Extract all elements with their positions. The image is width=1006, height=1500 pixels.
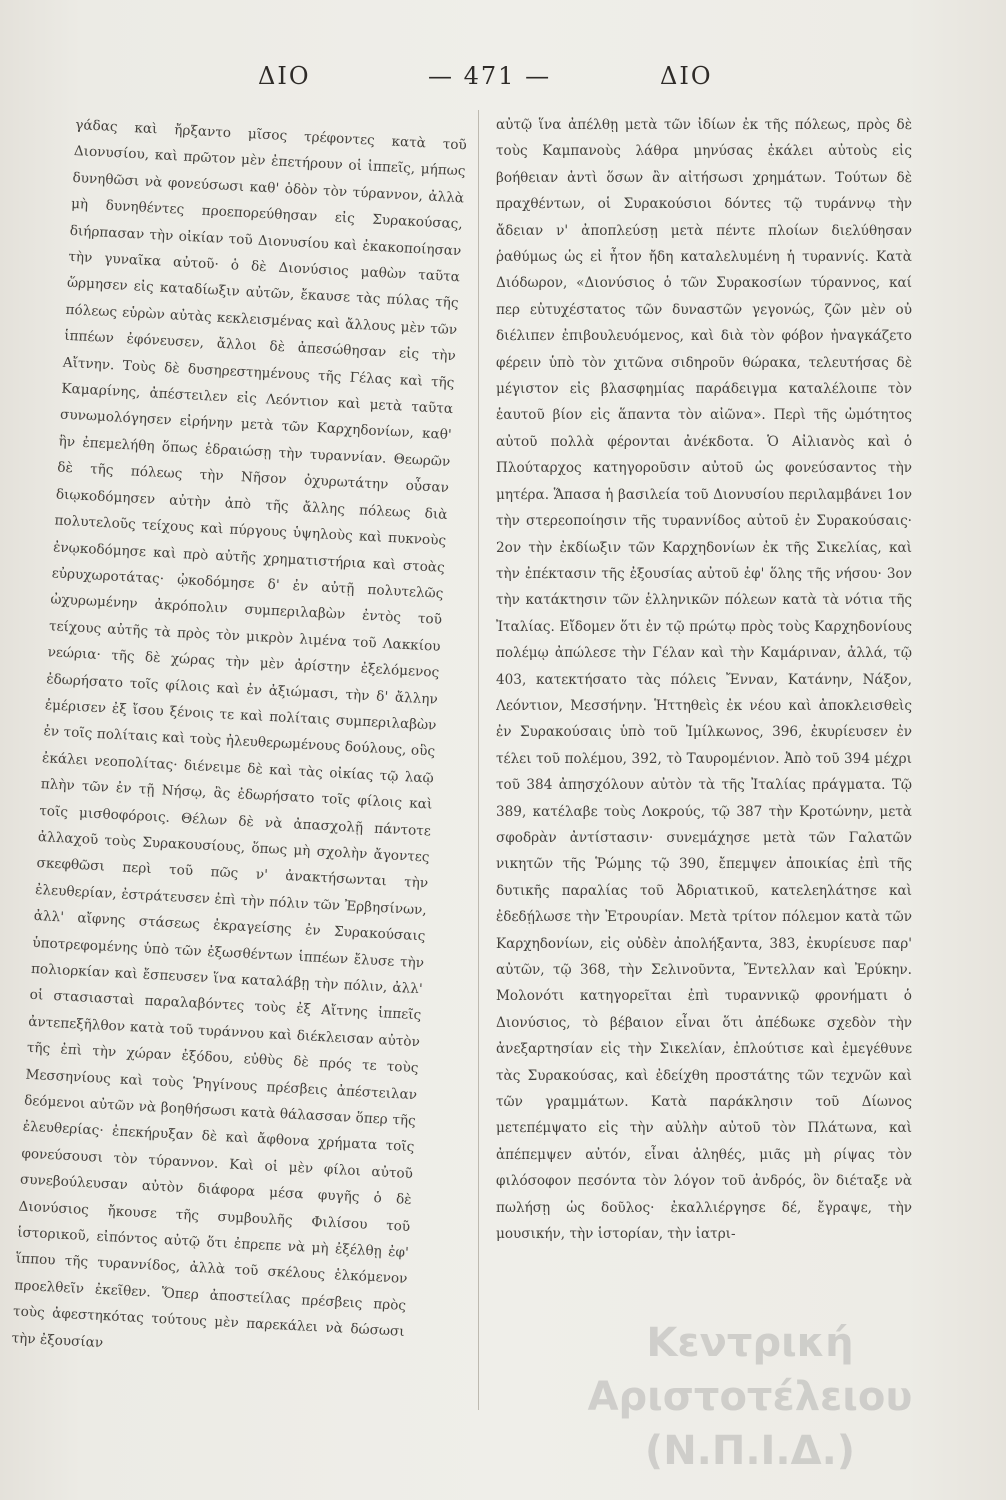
column-divider [478, 110, 479, 1410]
right-column [496, 112, 912, 1442]
right-column-text: αὐτῷ ἵνα ἀπέλθῃ μετὰ τῶν ἰδίων ἐκ τῆς πόλεως, πρὸς δὲ τοὺς Καμπανοὺς λάθρα μηνύσας ἐκάλει αὐτοὺς εἰς βοήθειαν ἀντὶ ὅσων ἂν αἰτήσωσι χρημάτων. Τούτων δὲ πραχθέντων, οἱ Συρακούσιοι δόντες τῷ τυράννῳ τὴν ἄδειαν ν' ἀποπλεύσῃ μετὰ πέντε πλοίων διελύθησαν ῥαθύμως ὡς εἰ ἦτον ἤδη καταλελυμένη ἡ τυραννίς. Κατὰ Διόδωρον, «Διονύσιος ὁ τῶν Συρακοσίων τύραννος, καί περ εὐτυχέστατος τῶν δυναστῶν γεγονώς, ζῶν μὲν οὐ διέλιπεν ἐπιβουλευόμενος, καὶ διὰ τὸν φόβον ἠναγκάζετο φέρειν ὑπὸ τὸν χιτῶνα σιδηροῦν θώρακα, τελευτήσας δὲ μέγιστον εἰς βλασφημίας παράδειγμα καταλέλοιπε τὸν ἑαυτοῦ βίον εἰς ἅπαντα τὸν αἰῶνα». Περὶ τῆς ὠμότητος αὐτοῦ πολλὰ φέρονται ἀνέκδοτα. Ὁ Αἰλιανὸς καὶ ὁ Πλούταρχος κατηγοροῦσιν αὐτοῦ ὡς φονεύσαντος τὴν μητέρα. Ἅπασα ἡ βασιλεία τοῦ Διονυσίου περιλαμβάνει 1ον τὴν στερεοποίησιν τῆς τυραννίδος αὐτοῦ ἐν Συρακούσαις· 2ον τὴν ἐκδίωξιν τῶν Καρχηδονίων ἐκ τῆς Σικελίας, καὶ τὴν ἐπέκτασιν τῆς ἐξουσίας αὐτοῦ ἐφ' ὅλης τῆς νήσου· 3ον τὴν κατάκτησιν τῶν ἑλληνικῶν πόλεων κατὰ τὰ νότια τῆς Ἰταλίας. Εἴδομεν ὅτι ἐν τῷ πρώτῳ πρὸς τοὺς Καρχηδονίους πολέμῳ ἀπώλεσε τὴν Γέλαν καὶ τὴν Καμάριναν, ἀλλά, τῷ 403, κατεκτήσατο τὰς πόλεις Ἔνναν, Κατάνην, Νάξον, Λεόντιον, Μεσσήνην. Ἡττηθεὶς ἐκ νέου καὶ ἀποκλεισθεὶς ἐν Συρακούσαις ὑπὸ τοῦ Ἰμίλκωνος, 396, ἐκυρίευσεν ἐν τέλει τοῦ πολέμου, 392, τὸ Ταυρομένιον. Ἀπὸ τοῦ 394 μέχρι τοῦ 384 ἀπησχόλουν αὐτὸν τὰ τῆς Ἰταλίας πράγματα. Τῷ 389, κατέλαβε τοὺς Λοκρούς, τῷ 387 τὴν Κροτώνην, μετὰ σφοδρὰν ἀντίστασιν· συνεμάχησε μετὰ τῶν Γαλατῶν νικητῶν τῆς Ῥώμης τῷ 390, ἔπεμψεν ἀποικίας ἐπὶ τῆς δυτικῆς παραλίας τοῦ Ἀδριατικοῦ, κατελεηλάτησε καὶ ἐδεδῄλωσε τὴν Ἐτρουρίαν. Μετὰ τρίτον πόλεμον κατὰ τῶν Καρχηδονίων, εἰς οὐδὲν ἀπολήξαντα, 383, ἐκυρίευσε παρ' αὐτῶν, τῷ 368, τὴν Σελινοῦντα, Ἔντελλαν καὶ Ἐρύκην. Μολονότι κατηγορεῖται ἐπὶ τυραννικῷ φρονήματι ὁ Διονύσιος, τὸ βέβαιον εἶναι ὅτι ἀπέδωκε σχεδὸν τὴν ἀνεξαρτησίαν εἰς τὴν Σικελίαν, ἐπλούτισε καὶ ἐμεγέθυνε τὰς Συρακούσας, καὶ ἐδείχθη προστάτης τῶν τεχνῶν καὶ τῶν γραμμάτων. Κατὰ παράκλησιν τοῦ Δίωνος μετεπέμψατο εἰς τὴν αὐλὴν αὐτοῦ τὸν Πλάτωνα, καὶ ἀπέπεμψεν αὐτόν, εἶναι ἀληθές, μιᾶς μὴ ρίψας τὸν φιλόσοφον πεσόντα τὸν λόγον τοῦ ἀνδρός, ὃν διέταξε νὰ πωλήσῃ ὡς δοῦλος· ἐκαλλιέργησε δέ, ἔγραψε, τὴν μουσικήν, τὴν ἱστορίαν, τὴν ἰατρι- [496, 117, 912, 1243]
header-left-keyword: ΔΙΟ [258, 62, 311, 90]
watermark-line-1: Κεντρική [646, 1320, 854, 1366]
watermark-line-2: Αριστοτέλειου (Ν.Π.Ι.Δ.) [587, 1374, 913, 1474]
page-header [0, 62, 1006, 98]
header-right-keyword: ΔΙΟ [660, 62, 713, 90]
page-number: — 471 — [428, 62, 552, 90]
left-column-text: γάδας καὶ ἤρξαντο μῖσος τρέφοντες κατὰ τοῦ Διονυσίου, καὶ πρῶτον μὲν ἐπετήρουν οἱ ἱππεῖς, μήπως δυνηθῶσι νὰ φονεύσωσι καθ' ὁδὸν τὸν τύραννον, ἀλλὰ μὴ δυνηθέντες προεπορεύθησαν εἰς Συρακούσας, διήρπασαν τὴν οἰκίαν τοῦ Διονυσίου καὶ ἐκακοποίησαν τὴν γυναῖκα αὐτοῦ· ὁ δὲ Διονύσιος μαθὼν ταῦτα ὥρμησεν εἰς καταδίωξιν αὐτῶν, ἔκαυσε τὰς πύλας τῆς πόλεως εὑρὼν αὐτὰς κεκλεισμένας καὶ ἄλλους μὲν τῶν ἱππέων ἐφόνευσεν, ἄλλοι δὲ ἀπεσώθησαν εἰς τὴν Αἴτνην. Τοὺς δὲ δυσηρεστημένους τῆς Γέλας καὶ τῆς Καμαρίνης, ἀπέστειλεν εἰς Λεόντιον καὶ μετὰ ταῦτα συνωμολόγησεν εἰρήνην μετὰ τῶν Καρχηδονίων, καθ' ἣν ἐπεμελήθη ὅπως ἑδραιώσῃ τὴν τυραννίαν. Θεωρῶν δὲ τῆς πόλεως τὴν Νῆσον ὀχυρωτάτην οὖσαν διῳκοδόμησεν αὐτὴν ἀπὸ τῆς ἄλλης πόλεως διὰ πολυτελοῦς τείχους καὶ πύργους ὑψηλοὺς καὶ πυκνοὺς ἐνῳκοδόμησε καὶ πρὸ αὐτῆς χρηματιστήρια καὶ στοὰς εὐρυχωροτάτας· ᾠκοδόμησε δ' ἐν αὐτῇ πολυτελῶς ὠχυρωμένην ἀκρόπολιν συμπεριλαβὼν ἐντὸς τοῦ τείχους αὐτῆς τὰ πρὸς τὸν μικρὸν λιμένα τοῦ Λακκίου νεώρια· τῆς δὲ χώρας τὴν μὲν ἀρίστην ἐξελόμενος ἐδωρήσατο τοῖς φίλοις καὶ ἐν ἀξιώμασι, τὴν δ' ἄλλην ἐμέρισεν ἐξ ἴσου ξένοις τε καὶ πολίταις συμπεριλαβὼν ἐν τοῖς πολίταις καὶ τοὺς ἠλευθερωμένους δούλους, οὓς ἐκάλει νεοπολίτας· διένειμε δὲ καὶ τὰς οἰκίας τῷ λαῷ πλὴν τῶν ἐν τῇ Νήσῳ, ἃς ἐδωρήσατο τοῖς φίλοις καὶ τοῖς μισθοφόροις. Θέλων δὲ νὰ ἀπασχολῇ πάντοτε ἀλλαχοῦ τοὺς Συρακουσίους, ὅπως μὴ σχολὴν ἄγοντες σκεφθῶσι περὶ τοῦ πῶς ν' ἀνακτήσωνται τὴν ἐλευθερίαν, ἐστράτευσεν ἐπὶ τὴν πόλιν τῶν Ἐρβησίνων, ἀλλ' αἴφνης στάσεως ἐκραγείσης ἐν Συρακούσαις ὑποτρεφομένης ὑπὸ τῶν ἐξωσθέντων ἱππέων ἔλυσε τὴν πολιορκίαν καὶ ἔσπευσεν ἵνα καταλάβῃ τὴν πόλιν, ἀλλ' οἱ στασιασταὶ παραλαβόντες τοὺς ἐξ Αἴτνης ἱππεῖς ἀντεπεξῆλθον κατὰ τοῦ τυράννου καὶ διέκλεισαν αὐτὸν τῆς ἐπὶ τὴν χώραν ἐξόδου, εὐθὺς δὲ πρός τε τοὺς Μεσσηνίους καὶ τοὺς Ῥηγίνους πρέσβεις ἀπέστειλαν δεόμενοι αὐτῶν νὰ βοηθήσωσι κατὰ θάλασσαν ὅπερ τῆς ἐλευθερίας· ἐπεκήρυξαν δὲ καὶ ἄφθονα χρήματα τοῖς φονεύσουσι τὸν τύραννον. Καὶ οἱ μὲν φίλοι αὐτοῦ συνεβούλευσαν αὐτὸν διάφορα μέσα φυγῆς ὁ δὲ Διονύσιος ἤκουσε τῆς συμβουλῆς Φιλίσου τοῦ ἱστορικοῦ, εἰπόντος αὐτῷ ὅτι ἐπρεπε νὰ μὴ ἐξέλθῃ ἐφ' ἵππου τῆς τυραννίδος, ἀλλὰ τοῦ σκέλους ἑλκόμενον προελθεῖν ἐκεῖθεν. Ὅπερ ἀποστείλας πρέσβεις πρὸς τοὺς ἀφεστηκότας τούτους μὲν παρεκάλει νὰ δώσωσι τὴν ἐξουσίαν [11, 116, 468, 1351]
left-column [6, 112, 467, 1461]
